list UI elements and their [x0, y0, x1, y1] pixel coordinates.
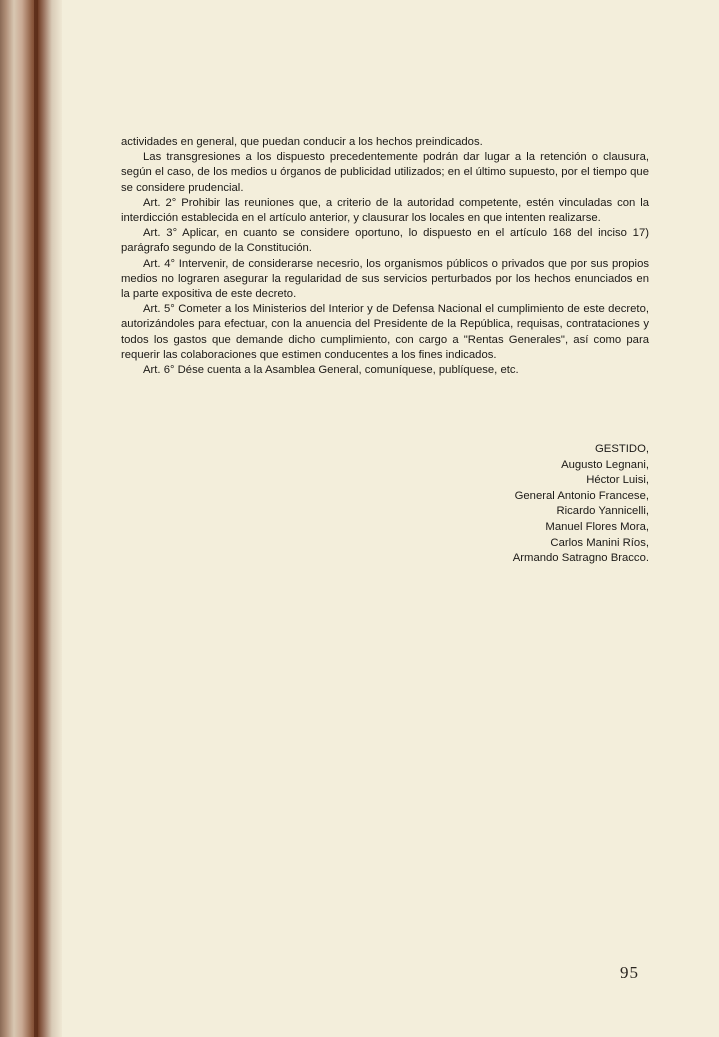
paragraph-article-6: Art. 6° Dése cuenta a la Asamblea General, comuníquese, publíquese, etc.: [143, 364, 519, 377]
signatory-legnani: Augusto Legnani,: [561, 458, 649, 471]
signatory-satragno-bracco: Armando Satragno Bracco.: [512, 552, 649, 565]
signatory-yannicelli: Ricardo Yannicelli,: [556, 505, 649, 518]
signature-block: [329, 442, 649, 567]
signatory-francese: General Antonio Francese,: [514, 489, 649, 502]
decree-body-text: [121, 135, 649, 378]
paragraph-article-3: Art. 3° Aplicar, en cuanto se considere oportuno, lo dispuesto en el artículo 168 del inciso 17) parágrafo segundo de la Constitución.: [121, 227, 649, 255]
signatory-manini-rios: Carlos Manini Ríos,: [550, 536, 649, 549]
book-binding-gutter: [0, 0, 62, 1037]
paragraph-article-2: Art. 2° Prohibir las reuniones que, a criterio de la autoridad competente, estén vinculadas con la interdicción establecida en el artículo anterior, y clausurar los locales en que intenten realizarse.: [121, 196, 649, 225]
signatory-luisi: Héctor Luisi,: [586, 474, 649, 487]
paragraph-continuation: actividades en general, que puedan conducir a los hechos preindicados.: [121, 136, 483, 148]
paragraph-article-4: Art. 4° Intervenir, de considerarse necesrio, los organismos públicos o privados que por sus propios medios no lograren asegurar la regularidad de sus servicios perturbados por los hechos enunciados en la parte expositiva de este decreto.: [121, 257, 649, 301]
paragraph-article-5: Art. 5° Cometer a los Ministerios del Interior y de Defensa Nacional el cumplimiento de este decreto, autorizándoles para efectuar, con la anuencia del Presidente de la República, requisas, contrataciones y todos los gastos que demande dicho cumplimiento, con cargo a "Rentas Generales", así como para requerir las colaboraciones que estimen conducentes a los fines indicados.: [121, 303, 649, 361]
paragraph-transgressions: Las transgresiones a los dispuesto precedentemente podrán dar lugar a la retención o clausura, según el caso, de los medios u órganos de publicidad utilizados; en el último supuesto, por el tiempo que se considere prudencial.: [121, 151, 649, 194]
signatory-gestido: GESTIDO,: [595, 443, 649, 455]
page-number: 95: [620, 963, 639, 982]
signatory-flores-mora: Manuel Flores Mora,: [545, 520, 649, 533]
binding-fold-line: [34, 0, 38, 1037]
